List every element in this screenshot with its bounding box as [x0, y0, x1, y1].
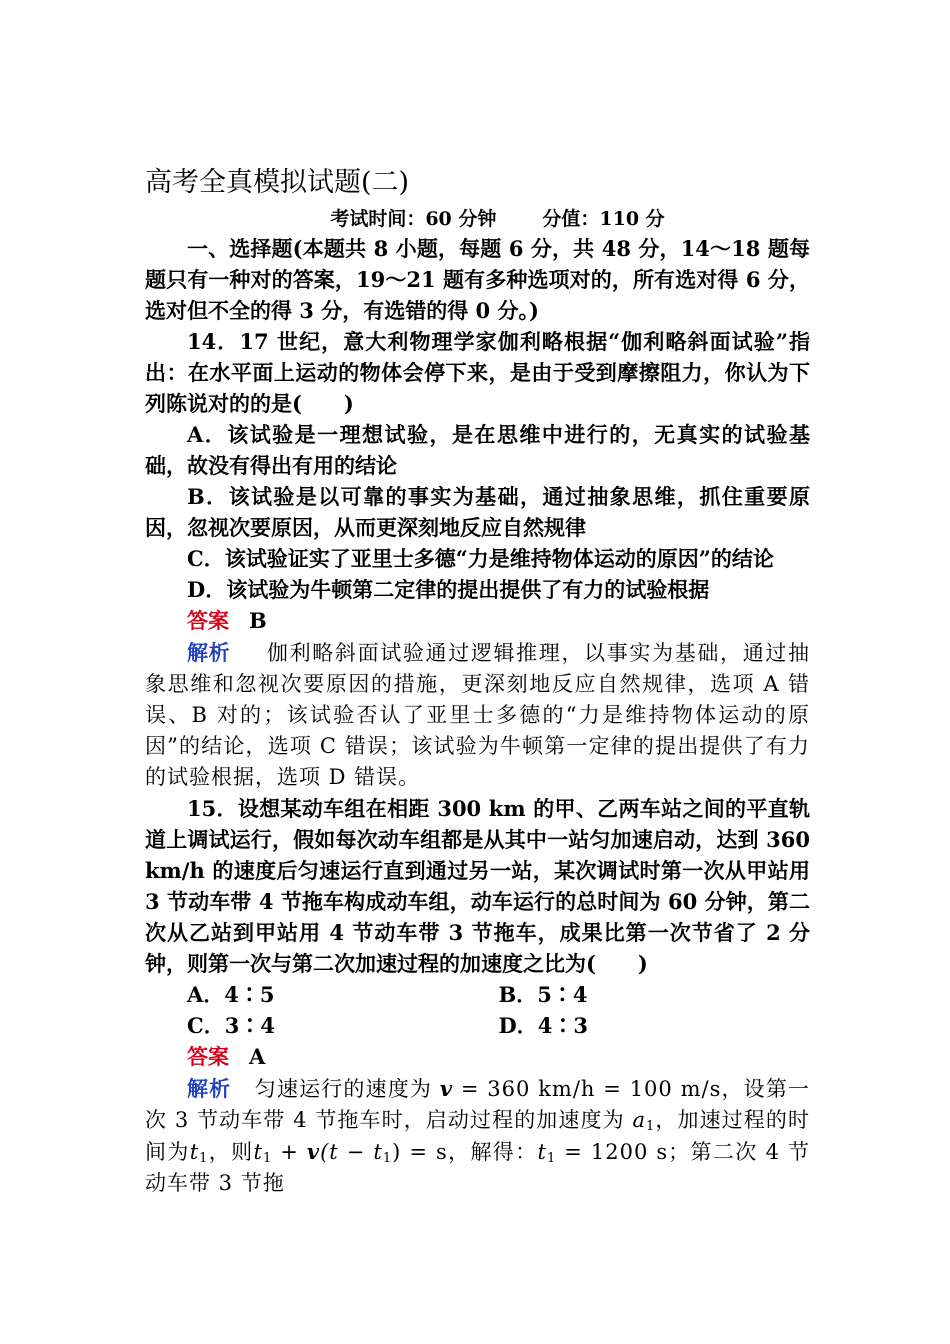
- q14-answer: [145, 605, 810, 637]
- explanation-text-2: = 360 km/h = 100 m/s，设第一次 3 节动车带 4 节拖车时，启动过程的加速度为: [145, 1077, 810, 1132]
- var-a: a: [632, 1108, 647, 1132]
- answer-label: 答案: [187, 608, 229, 633]
- explanation-text-3: ，加速过程的时间为: [145, 1108, 811, 1164]
- sub-1: 1: [199, 1151, 209, 1166]
- formula-part: (t − t: [320, 1140, 383, 1164]
- explanation-label: 解析: [187, 640, 231, 665]
- q15-option-a: A．4∶5: [187, 982, 275, 1007]
- var-v: v: [306, 1139, 321, 1164]
- q15-option-c: C．3∶4: [187, 1013, 275, 1038]
- q15-options-row-1: [145, 979, 810, 1010]
- q15-options-row-2: [145, 1010, 810, 1041]
- sub-1: 1: [646, 1119, 656, 1134]
- q14-explanation: [145, 637, 810, 793]
- q15-option-b: B．5∶4: [498, 982, 588, 1007]
- q14-option-c: C．该试验证实了亚里士多德“力是维持物体运动的原因”的结论: [187, 546, 774, 571]
- exam-meta: [185, 205, 810, 233]
- q14-option-a: A．该试验是一理想试验，是在思维中进行的，无真实的试验基础，故没有得出有用的结论: [145, 422, 810, 478]
- answer-value: B: [249, 608, 267, 633]
- answer-label: 答案: [187, 1044, 229, 1069]
- q15-explanation: 解析 匀速运行的速度为 v = 360 km/h = 100 m/s，设第一次 3 节动车带 4 节拖车时，启动过程的加速度为 $a_1$，加速过程的时间为$t_1$，则$t_1 + v(t - t_1) = s$，解得：$t_1 = 1200$ s；第二次 4 节动车带 3 节拖: [145, 1076, 811, 1195]
- var-t: t: [253, 1140, 263, 1164]
- explanation-text: 伽利略斜面试验通过逻辑推理，以事实为基础，通过抽象思维和忽视次要原因的措施，更深刻地反应自然规律，选项 A 错误、B 对的；该试验否认了亚里士多德的“力是维持物体运动的原因”的结论，选项 C 错误；该试验为牛顿第一定律的提出提供了有力的试验根据，选项 D 错误。: [145, 641, 811, 789]
- explanation-text-4: ，则: [208, 1140, 254, 1164]
- section-heading: 一、选择题(本题共 8 小题，每题 6 分，共 48 分，14～18 题每题只有一种对的答案，19～21 题有多种选项对的，所有选对得 6 分，选对但不全的得 3 分，有选错的得 0 分。): [145, 236, 810, 323]
- explanation-label: 解析: [187, 1076, 232, 1101]
- exam-time: 考试时间：60 分钟: [330, 208, 497, 230]
- explanation-text-1: 匀速运行的速度为: [254, 1077, 433, 1101]
- sub-1: 1: [262, 1151, 273, 1166]
- explanation-text-6: = 1200 s；第二次 4 节动车带 3 节拖: [145, 1140, 810, 1195]
- q14-option-d: D．该试验为牛顿第二定律的提出提供了有力的试验根据: [187, 577, 710, 602]
- q14-stem: 14．17 世纪，意大利物理学家伽利略根据“伽利略斜面试验”指出：在水平面上运动的物体会停下来，是由于受到摩擦阻力，你认为下列陈说对的的是( ): [145, 329, 810, 416]
- document-title: 高考全真模拟试题(二): [145, 167, 410, 198]
- q14-option-b: B．该试验是以可靠的事实为基础，通过抽象思维，抓住重要原因，忽视次要原因，从而更深刻地反应自然规律: [145, 484, 810, 540]
- exam-score: 分值：110 分: [542, 208, 665, 230]
- q15-option-d: D．4∶3: [498, 1013, 588, 1038]
- q15-stem: 15．设想某动车组在相距 300 km 的甲、乙两车站之间的平直轨道上调试运行，假如每次动车组都是从其中一站匀加速启动，达到 360 km/h 的速度后匀速运行直到通过另一站，某次调试时第一次从甲站用 3 节动车带 4 节拖车构成动车组，动车运行的总时间为 60 分钟，第二次从乙站到甲站用 4 节动车带 3 节拖车，成果比第一次节省了 2 分钟，则第一次与第二次加速过程的加速度之比为( ): [145, 796, 810, 976]
- var-t: t: [189, 1140, 200, 1164]
- sub-1: 1: [546, 1151, 557, 1166]
- var-t: t: [537, 1140, 547, 1164]
- sub-1: 1: [382, 1151, 393, 1166]
- var-v: v: [439, 1076, 454, 1101]
- explanation-text-5: ) = s，解得：: [392, 1140, 538, 1164]
- document-page: [145, 165, 810, 1199]
- q15-answer: [145, 1041, 810, 1073]
- answer-value: A: [249, 1044, 266, 1069]
